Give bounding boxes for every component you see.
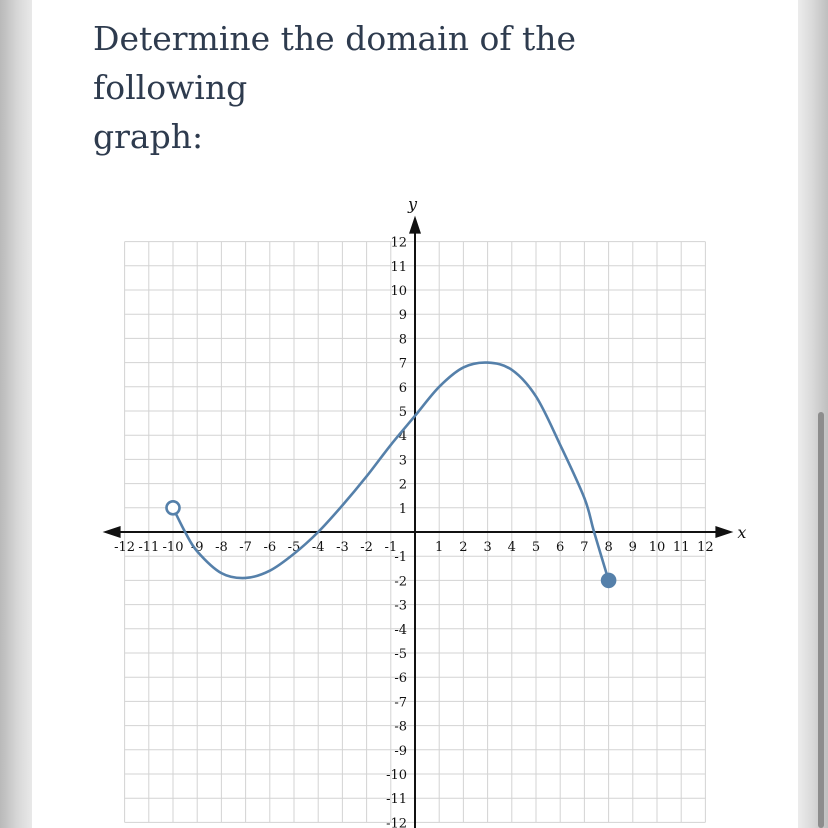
x-tick-label: 2 [459,540,468,555]
x-tick-label: -12 [114,540,136,555]
y-tick-label: -5 [394,647,407,662]
x-tick-label: 1 [435,540,444,555]
question-line-2: graph: [93,117,204,156]
x-axis-arrow-left [103,526,121,538]
x-tick-label: 11 [672,540,690,555]
y-tick-label: -6 [394,671,407,687]
x-tick-label: 5 [531,540,541,555]
x-tick-label: -1 [384,540,398,555]
x-tick-label: -5 [287,540,301,555]
x-tick-label: -7 [239,540,252,555]
x-tick-label: 3 [483,540,492,555]
x-tick-label: 6 [556,540,565,555]
y-tick-label: 6 [398,380,407,396]
y-tick-label: 2 [398,477,407,493]
y-tick-label: 4 [398,429,407,445]
x-tick-label: 10 [648,540,666,555]
y-tick-label: 11 [390,259,407,275]
x-tick-label: -9 [190,540,204,555]
x-tick-label: -2 [360,540,373,555]
question-line-1: Determine the domain of the following [93,19,577,107]
y-tick-label: -8 [394,719,407,735]
x-tick-label: -4 [311,540,325,555]
y-axis-arrow-up [409,216,421,234]
y-tick-label: -4 [394,622,407,638]
y-tick-label: 3 [398,453,407,469]
y-axis-label: y [408,194,418,214]
y-tick-label: 12 [390,235,407,251]
x-axis-arrow-right [715,526,733,538]
y-tick-label: -7 [394,695,407,711]
y-tick-label: 8 [398,332,407,348]
y-tick-label: -2 [394,574,407,590]
y-tick-label: -1 [394,550,407,566]
x-tick-label: 12 [697,540,714,555]
y-tick-label: -12 [386,816,407,828]
open-endpoint [167,501,180,514]
y-tick-label: -10 [386,768,407,783]
y-tick-label: 5 [398,405,407,420]
x-tick-label: -11 [138,540,160,555]
y-tick-label: 10 [390,284,407,299]
x-axis-label: x [737,523,747,542]
x-tick-label: -8 [215,540,228,555]
x-tick-label: -10 [162,540,184,555]
y-tick-label: 1 [398,501,407,517]
closed-endpoint [602,574,615,587]
y-tick-label: -3 [394,598,407,614]
x-tick-label: 4 [507,540,516,555]
y-tick-label: -11 [386,792,407,808]
x-tick-label: 9 [628,540,637,555]
x-tick-label: -3 [336,540,349,555]
y-tick-label: 7 [398,356,407,372]
x-tick-label: 7 [580,540,589,555]
y-tick-label: -9 [394,743,407,759]
x-tick-label: 8 [604,540,613,555]
y-tick-label: 9 [398,308,407,324]
x-tick-label: -6 [263,540,277,555]
